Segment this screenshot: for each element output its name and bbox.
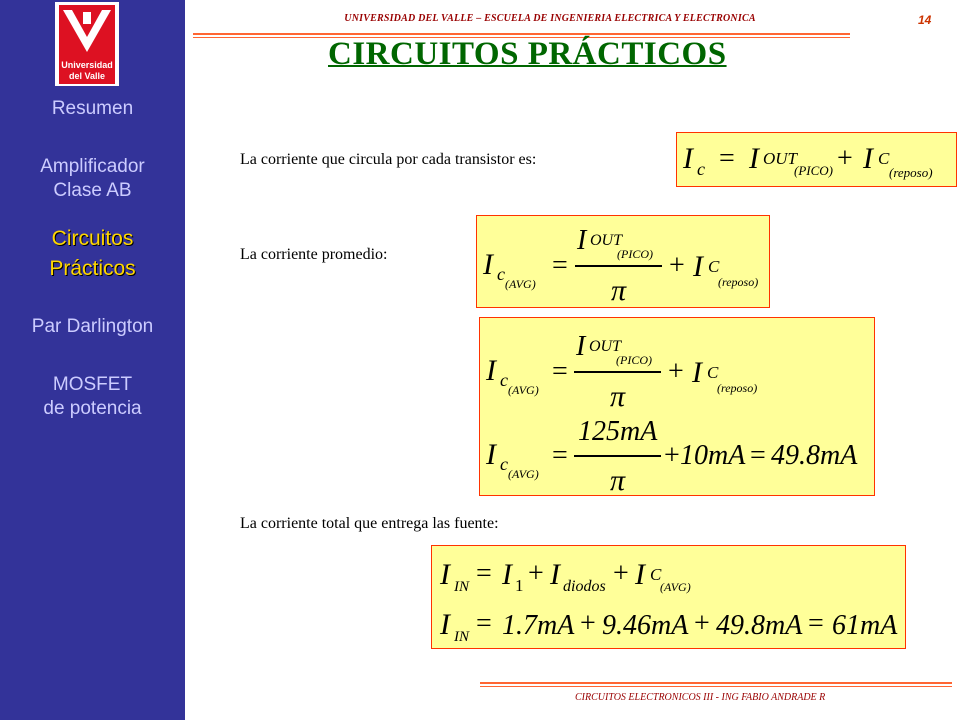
svg-text:+: + xyxy=(669,250,685,281)
svg-text:(PICO): (PICO) xyxy=(616,353,652,367)
svg-text:I: I xyxy=(483,248,493,281)
text-corriente-transistor: La corriente que circula por cada transistor es: xyxy=(240,151,537,168)
svg-text:I: I xyxy=(550,558,560,591)
svg-text:=: = xyxy=(552,250,568,281)
svg-text:I: I xyxy=(692,356,702,389)
svg-text:+: + xyxy=(668,356,684,387)
svg-text:I: I xyxy=(749,142,759,175)
svg-text:(PICO): (PICO) xyxy=(794,163,833,178)
svg-text:IN: IN xyxy=(454,579,469,595)
footer-rule-thin xyxy=(480,686,952,687)
svg-text:OUT: OUT xyxy=(763,149,798,168)
svg-text:I: I xyxy=(693,250,703,283)
svg-text:61mA: 61mA xyxy=(832,610,898,641)
svg-text:c: c xyxy=(500,454,508,474)
footer-rule xyxy=(480,682,952,684)
svg-text:I: I xyxy=(577,225,587,256)
svg-text:+: + xyxy=(664,440,680,471)
svg-text:(AVG): (AVG) xyxy=(508,383,539,397)
svg-text:I: I xyxy=(440,558,450,591)
svg-text:C: C xyxy=(707,363,719,382)
svg-text:I: I xyxy=(486,438,496,471)
logo-text-line1: Universidad xyxy=(61,60,113,70)
svg-text:9.46mA: 9.46mA xyxy=(602,610,689,641)
svg-text:(reposo): (reposo) xyxy=(717,381,758,395)
svg-text:=: = xyxy=(808,608,824,639)
svg-text:(AVG): (AVG) xyxy=(505,277,536,291)
svg-text:C: C xyxy=(650,565,662,584)
svg-text:c: c xyxy=(497,264,505,284)
sidebar xyxy=(0,0,185,720)
formula-ic-avg xyxy=(476,215,770,308)
svg-text:I: I xyxy=(440,608,450,641)
university-logo xyxy=(55,2,119,86)
svg-text:+: + xyxy=(694,608,710,639)
footer-course: CIRCUITOS ELECTRONICOS III - ING FABIO ANDRADE R xyxy=(575,692,826,703)
page-number: 14 xyxy=(918,13,932,27)
svg-text:+: + xyxy=(580,608,596,639)
svg-text:1.7mA: 1.7mA xyxy=(502,610,575,641)
svg-text:C: C xyxy=(708,257,720,276)
header-rule xyxy=(193,33,850,35)
svg-text:I: I xyxy=(486,354,496,387)
svg-text:=: = xyxy=(750,440,766,471)
svg-text:diodos: diodos xyxy=(563,578,606,595)
svg-text:=: = xyxy=(719,143,735,174)
svg-text:(reposo): (reposo) xyxy=(718,275,759,289)
svg-text:I: I xyxy=(863,142,873,175)
svg-text:I: I xyxy=(683,142,693,175)
svg-text:OUT: OUT xyxy=(590,232,623,249)
svg-text:+: + xyxy=(837,143,853,174)
formula-ic-avg-numeric xyxy=(479,317,875,496)
svg-text:π: π xyxy=(611,274,627,307)
svg-text:(PICO): (PICO) xyxy=(617,247,653,261)
svg-text:(AVG): (AVG) xyxy=(660,580,691,594)
sidebar-item-circuitos-practicos[interactable]: Circuitos Prácticos xyxy=(49,227,136,280)
svg-text:49.8mA: 49.8mA xyxy=(716,610,803,641)
text-corriente-total: La corriente total que entrega las fuente: xyxy=(240,515,499,532)
svg-text:10mA: 10mA xyxy=(680,440,746,471)
logo-text-line2: del Valle xyxy=(68,71,106,81)
svg-text:(AVG): (AVG) xyxy=(508,467,539,481)
text-corriente-promedio: La corriente promedio: xyxy=(240,246,388,263)
sidebar-item-amplificador-clase-ab[interactable]: Amplificador Clase AB xyxy=(40,156,145,201)
svg-text:+: + xyxy=(613,558,629,589)
header-university: UNIVERSIDAD DEL VALLE – ESCUELA DE INGENIERIA ELECTRICA Y ELECTRONICA xyxy=(344,13,756,24)
svg-text:+: + xyxy=(528,558,544,589)
formula-ic xyxy=(676,132,957,187)
svg-text:IN: IN xyxy=(454,629,469,645)
svg-text:OUT: OUT xyxy=(589,338,622,355)
svg-text:=: = xyxy=(476,608,492,639)
svg-text:π: π xyxy=(610,464,626,495)
svg-text:(reposo): (reposo) xyxy=(889,165,933,180)
svg-text:I: I xyxy=(502,558,512,591)
svg-text:1: 1 xyxy=(515,576,524,595)
svg-text:=: = xyxy=(476,558,492,589)
svg-text:125mA: 125mA xyxy=(578,416,658,447)
svg-text:C: C xyxy=(878,149,890,168)
page-title: CIRCUITOS PRÁCTICOS xyxy=(328,36,727,72)
svg-text:=: = xyxy=(552,440,568,471)
svg-text:I: I xyxy=(576,331,586,362)
svg-text:49.8mA: 49.8mA xyxy=(771,440,858,471)
svg-text:π: π xyxy=(610,380,626,413)
svg-text:=: = xyxy=(552,356,568,387)
sidebar-item-par-darlington[interactable]: Par Darlington xyxy=(31,316,154,337)
svg-text:c: c xyxy=(500,370,508,390)
sidebar-item-mosfet-de-potencia[interactable]: MOSFET de potencia xyxy=(43,374,142,419)
svg-text:I: I xyxy=(635,558,645,591)
sidebar-item-resumen[interactable]: Resumen xyxy=(51,98,134,119)
svg-text:c: c xyxy=(697,159,705,179)
formula-iin xyxy=(431,545,906,649)
